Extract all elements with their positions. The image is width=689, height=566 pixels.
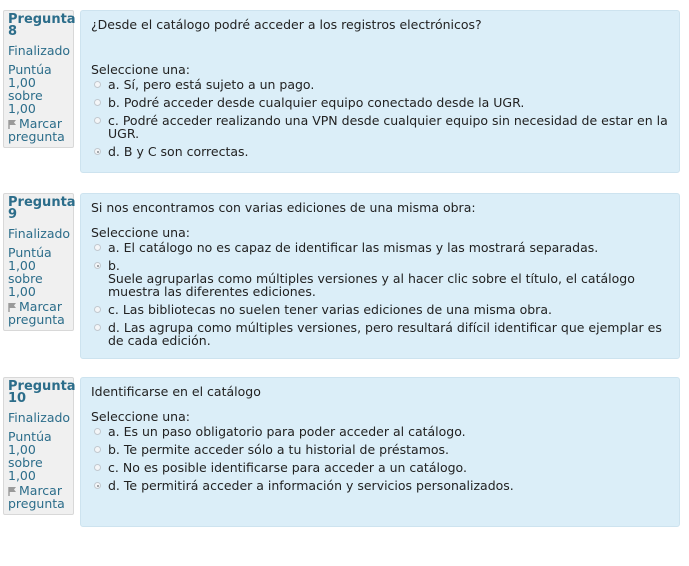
answer-text: Sí, pero está sujeto a un pago. <box>123 77 315 92</box>
answer-text: Suele agruparlas como múltiples versiones y al hacer clic sobre el título, el catálogo muestra las diferentes ediciones. <box>108 271 635 299</box>
flag-question-label: Marcar pregunta <box>8 299 65 327</box>
question-info <box>3 377 74 515</box>
question-info <box>3 193 74 331</box>
answer-prompt: Seleccione una: <box>91 409 190 424</box>
question-label: Pregunta <box>8 379 76 394</box>
question-text: Identificarse en el catálogo <box>91 384 261 399</box>
answer-letter: a. <box>108 424 120 439</box>
answer-option-d[interactable] <box>91 145 670 158</box>
flag-icon <box>8 119 17 129</box>
answer-letter: a. <box>108 77 120 92</box>
flag-question-link[interactable] <box>8 484 73 510</box>
question-state: Finalizado <box>8 410 71 425</box>
radio-button[interactable] <box>94 324 101 331</box>
answer-option-c[interactable] <box>91 303 670 316</box>
radio-button[interactable] <box>94 81 101 88</box>
radio-button[interactable] <box>94 99 101 106</box>
flag-question-link[interactable] <box>8 300 73 326</box>
radio-button[interactable] <box>94 446 101 453</box>
answer-list <box>91 241 670 347</box>
answer-option-d[interactable] <box>91 479 670 492</box>
radio-button-selected[interactable] <box>94 482 101 489</box>
question-text: ¿Desde el catálogo podré acceder a los registros electrónicos? <box>91 17 482 32</box>
question-content <box>80 10 680 173</box>
answer-text: B y C son correctas. <box>123 144 249 159</box>
radio-button-selected[interactable] <box>94 148 101 155</box>
question-number <box>8 195 76 222</box>
answer-text: El catálogo no es capaz de identificar las mismas y las mostrará separadas. <box>123 240 599 255</box>
answer-text: Las agrupa como múltiples versiones, pero resultará difícil identificar que ejemplar es de cada edición. <box>108 320 662 348</box>
answer-option-a[interactable] <box>91 425 670 438</box>
flag-question-label: Marcar pregunta <box>8 116 65 144</box>
question-label: Pregunta <box>8 12 76 27</box>
answer-text: Te permitirá acceder a información y servicios personalizados. <box>123 478 514 493</box>
answer-letter: a. <box>108 240 120 255</box>
question-number-value: 10 <box>8 391 27 406</box>
answer-list <box>91 78 670 158</box>
radio-button[interactable] <box>94 306 101 313</box>
answer-option-a[interactable] <box>91 78 670 91</box>
radio-button[interactable] <box>94 464 101 471</box>
question-number <box>8 12 76 39</box>
question-number <box>8 379 76 406</box>
answer-text: Te permite acceder sólo a tu historial de préstamos. <box>123 442 450 457</box>
answer-option-c[interactable] <box>91 114 670 140</box>
answer-prompt: Seleccione una: <box>91 225 190 240</box>
radio-button[interactable] <box>94 428 101 435</box>
question-grade: Puntúa 1,00 sobre 1,00 <box>8 429 52 483</box>
answer-letter: d. <box>108 478 120 493</box>
answer-option-c[interactable] <box>91 461 670 474</box>
flag-question-link[interactable] <box>8 117 73 143</box>
answer-option-a[interactable] <box>91 241 670 254</box>
answer-text: Podré acceder realizando una VPN desde cualquier equipo sin necesidad de estar en la UGR. <box>108 113 668 141</box>
question-number-value: 9 <box>8 207 18 222</box>
flag-question-label: Marcar pregunta <box>8 483 65 511</box>
answer-letter: d. <box>108 144 120 159</box>
answer-letter: b. <box>108 258 120 273</box>
flag-icon <box>8 486 17 496</box>
question-label: Pregunta <box>8 195 76 210</box>
answer-letter: c. <box>108 113 119 128</box>
question-state: Finalizado <box>8 226 71 241</box>
answer-text: No es posible identificarse para acceder a un catálogo. <box>122 460 467 475</box>
answer-text: Podré acceder desde cualquier equipo conectado desde la UGR. <box>123 95 525 110</box>
answer-list <box>91 425 670 492</box>
answer-option-d[interactable] <box>91 321 670 347</box>
question-number-value: 8 <box>8 24 18 39</box>
question-state: Finalizado <box>8 43 71 58</box>
answer-option-b[interactable] <box>91 443 670 456</box>
answer-letter: d. <box>108 320 120 335</box>
question-grade: Puntúa 1,00 sobre 1,00 <box>8 62 52 116</box>
flag-icon <box>8 302 17 312</box>
question-text: Si nos encontramos con varias ediciones de una misma obra: <box>91 200 476 215</box>
radio-button-selected[interactable] <box>94 262 101 269</box>
answer-letter: c. <box>108 302 119 317</box>
question-info <box>3 10 74 148</box>
radio-button[interactable] <box>94 117 101 124</box>
answer-text: Es un paso obligatorio para poder acceder al catálogo. <box>123 424 466 439</box>
answer-letter: b. <box>108 442 120 457</box>
answer-letter: c. <box>108 460 119 475</box>
question-content <box>80 193 680 359</box>
answer-option-b[interactable] <box>91 259 670 298</box>
answer-option-b[interactable] <box>91 96 670 109</box>
answer-letter: b. <box>108 95 120 110</box>
question-content <box>80 377 680 527</box>
radio-button[interactable] <box>94 244 101 251</box>
question-grade: Puntúa 1,00 sobre 1,00 <box>8 245 52 299</box>
answer-prompt: Seleccione una: <box>91 62 190 77</box>
answer-text: Las bibliotecas no suelen tener varias ediciones de una misma obra. <box>122 302 552 317</box>
